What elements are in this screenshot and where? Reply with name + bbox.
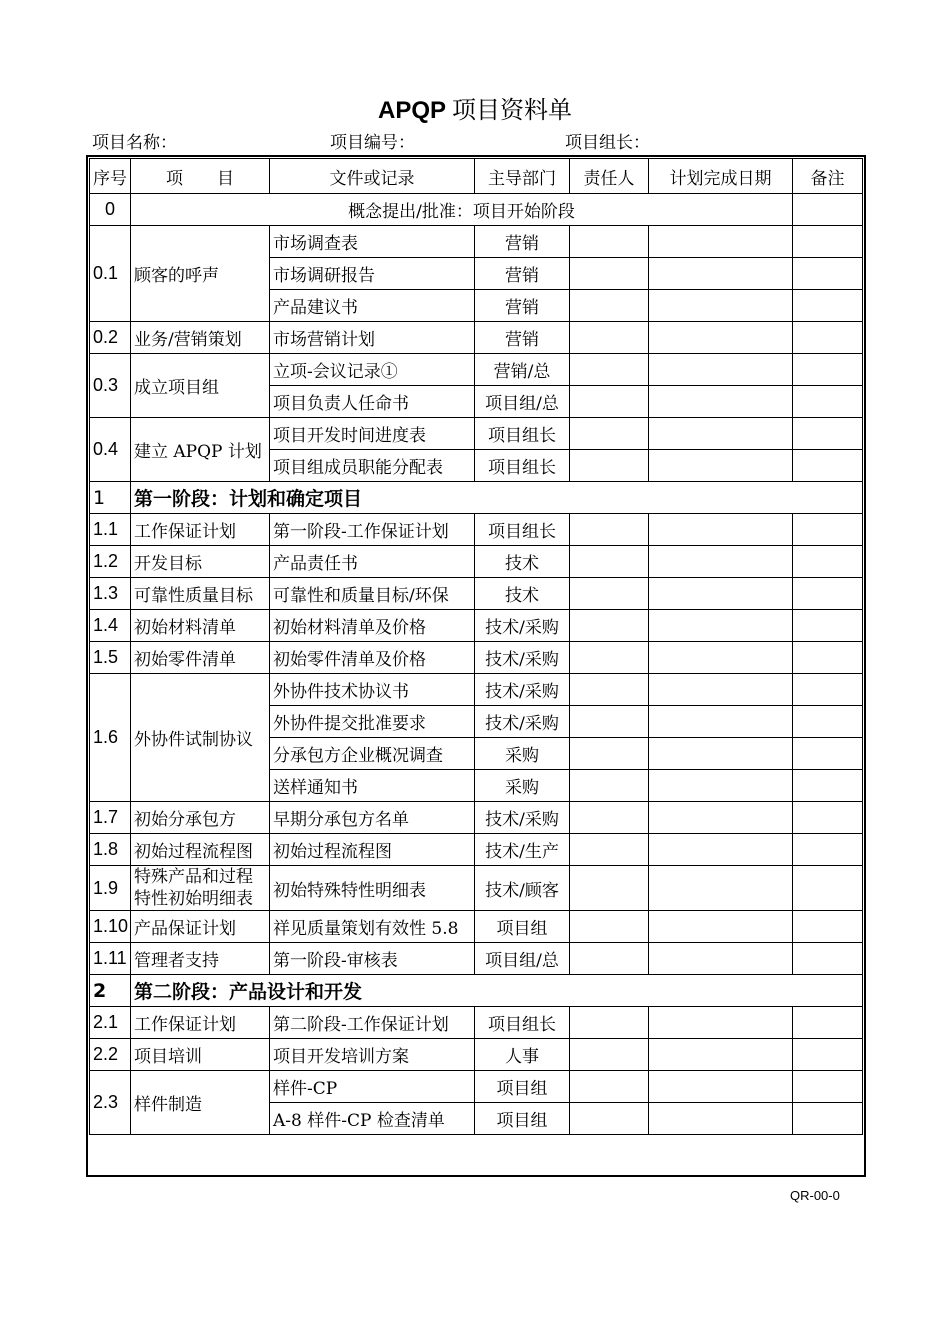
header-row (90, 159, 863, 194)
document-cell: 初始零件清单及价格 (270, 642, 475, 674)
header-cell: 文件或记录 (270, 159, 475, 194)
phase-title: 第一阶段：计划和确定项目 (131, 482, 863, 514)
document-cell: 第一阶段-审核表 (270, 943, 475, 975)
due-date-cell (649, 706, 793, 738)
department-cell: 技术/采购 (475, 706, 570, 738)
project-number-label: 项目编号： (330, 133, 415, 153)
item-name: 顾客的呼声 (131, 226, 270, 322)
document-cell: 市场调查表 (270, 226, 475, 258)
table-row (90, 674, 863, 706)
item-name: 产品保证计划 (131, 911, 270, 943)
remark-cell (793, 418, 863, 450)
item-name: 建立 APQP 计划 (131, 418, 270, 482)
owner-cell (570, 322, 649, 354)
remark-cell (793, 866, 863, 911)
department-cell: 采购 (475, 770, 570, 802)
remark-cell (793, 770, 863, 802)
owner-cell (570, 866, 649, 911)
due-date-cell (649, 1039, 793, 1071)
item-name: 初始材料清单 (131, 610, 270, 642)
due-date-cell (649, 738, 793, 770)
remark-cell (793, 911, 863, 943)
owner-cell (570, 386, 649, 418)
due-date-cell (649, 1071, 793, 1103)
owner-cell (570, 546, 649, 578)
document-cell: 产品建议书 (270, 290, 475, 322)
due-date-cell (649, 258, 793, 290)
owner-cell (570, 770, 649, 802)
item-name: 样件制造 (131, 1071, 270, 1135)
due-date-cell (649, 642, 793, 674)
due-date-cell (649, 610, 793, 642)
remark-cell (793, 1039, 863, 1071)
department-cell: 营销 (475, 226, 570, 258)
document-cell: 项目组成员职能分配表 (270, 450, 475, 482)
table-row (90, 322, 863, 354)
remark-cell (793, 226, 863, 258)
department-cell: 项目组长 (475, 514, 570, 546)
due-date-cell (649, 514, 793, 546)
department-cell: 营销/总 (475, 354, 570, 386)
department-cell: 项目组长 (475, 450, 570, 482)
phase-title: 概念提出/批准：项目开始阶段 (131, 194, 793, 226)
document-cell: 第二阶段-工作保证计划 (270, 1007, 475, 1039)
document-cell: 市场营销计划 (270, 322, 475, 354)
department-cell: 项目组/总 (475, 943, 570, 975)
item-number: 0.3 (90, 354, 131, 418)
item-number: 1.3 (90, 578, 131, 610)
group-list (90, 226, 863, 482)
department-cell: 人事 (475, 1039, 570, 1071)
remark-cell (793, 514, 863, 546)
table-row (90, 354, 863, 386)
phase-row (90, 975, 863, 1007)
due-date-cell (649, 354, 793, 386)
item-number: 2.1 (90, 1007, 131, 1039)
owner-cell (570, 674, 649, 706)
remark-cell (793, 610, 863, 642)
department-cell: 项目组 (475, 1071, 570, 1103)
item-name: 工作保证计划 (131, 1007, 270, 1039)
item-name: 特殊产品和过程特性初始明细表 (131, 866, 270, 911)
owner-cell (570, 258, 649, 290)
document-cell: 祥见质量策划有效性 5.8 (270, 911, 475, 943)
remark-cell (793, 738, 863, 770)
owner-cell (570, 738, 649, 770)
item-name: 初始零件清单 (131, 642, 270, 674)
owner-cell (570, 1007, 649, 1039)
owner-cell (570, 514, 649, 546)
item-name: 初始分承包方 (131, 802, 270, 834)
item-name: 业务/营销策划 (131, 322, 270, 354)
due-date-cell (649, 802, 793, 834)
remark-cell (793, 834, 863, 866)
owner-cell (570, 802, 649, 834)
table-row (90, 514, 863, 546)
owner-cell (570, 450, 649, 482)
remark-cell (793, 706, 863, 738)
owner-cell (570, 290, 649, 322)
due-date-cell (649, 770, 793, 802)
department-cell: 项目组/总 (475, 386, 570, 418)
document-cell: 项目开发培训方案 (270, 1039, 475, 1071)
header-cell: 主导部门 (475, 159, 570, 194)
remark-cell (793, 943, 863, 975)
item-number: 1.5 (90, 642, 131, 674)
table-row (90, 1039, 863, 1071)
document-cell: 市场调研报告 (270, 258, 475, 290)
owner-cell (570, 642, 649, 674)
owner-cell (570, 706, 649, 738)
document-cell: 第一阶段-工作保证计划 (270, 514, 475, 546)
department-cell: 技术 (475, 578, 570, 610)
remark-cell (793, 1007, 863, 1039)
phase-title: 第二阶段：产品设计和开发 (131, 975, 863, 1007)
remark-cell (793, 354, 863, 386)
due-date-cell (649, 943, 793, 975)
owner-cell (570, 1071, 649, 1103)
due-date-cell (649, 226, 793, 258)
owner-cell (570, 354, 649, 386)
due-date-cell (649, 578, 793, 610)
owner-cell (570, 418, 649, 450)
item-number: 0.2 (90, 322, 131, 354)
header-cell: 计划完成日期 (649, 159, 793, 194)
department-cell: 技术/采购 (475, 802, 570, 834)
page-title (0, 90, 950, 125)
item-number: 1.2 (90, 546, 131, 578)
document-cell: 分承包方企业概况调查 (270, 738, 475, 770)
item-name: 可靠性质量目标 (131, 578, 270, 610)
document-cell: 初始过程流程图 (270, 834, 475, 866)
department-cell: 项目组长 (475, 418, 570, 450)
department-cell: 技术/生产 (475, 834, 570, 866)
item-number: 2.2 (90, 1039, 131, 1071)
department-cell: 技术/采购 (475, 610, 570, 642)
title-latin: APQP (377, 97, 446, 124)
item-number: 0.1 (90, 226, 131, 322)
item-name: 项目培训 (131, 1039, 270, 1071)
remark-cell (793, 642, 863, 674)
document-cell: 样件-CP (270, 1071, 475, 1103)
remark-cell (793, 578, 863, 610)
owner-cell (570, 1103, 649, 1135)
header-cell: 序号 (90, 159, 131, 194)
remark-cell (793, 290, 863, 322)
department-cell: 项目组 (475, 911, 570, 943)
remark-cell (793, 1071, 863, 1103)
table-row (90, 642, 863, 674)
owner-cell (570, 943, 649, 975)
department-cell: 技术/采购 (475, 674, 570, 706)
item-name: 工作保证计划 (131, 514, 270, 546)
phase-row (90, 482, 863, 514)
due-date-cell (649, 546, 793, 578)
due-date-cell (649, 1007, 793, 1039)
table-row (90, 834, 863, 866)
item-name: 管理者支持 (131, 943, 270, 975)
due-date-cell (649, 322, 793, 354)
due-date-cell (649, 450, 793, 482)
owner-cell (570, 1039, 649, 1071)
remark-cell (793, 546, 863, 578)
due-date-cell (649, 386, 793, 418)
owner-cell (570, 226, 649, 258)
item-number: 1.10 (90, 911, 131, 943)
form-code: QR-00-0 (790, 1188, 840, 1203)
table-row (90, 911, 863, 943)
department-cell: 营销 (475, 322, 570, 354)
remark-cell (793, 386, 863, 418)
table-row (90, 1007, 863, 1039)
document-cell: 外协件技术协议书 (270, 674, 475, 706)
department-cell: 项目组长 (475, 1007, 570, 1039)
phase-row (90, 194, 863, 226)
remark-cell (793, 802, 863, 834)
item-name: 成立项目组 (131, 354, 270, 418)
due-date-cell (649, 834, 793, 866)
owner-cell (570, 578, 649, 610)
item-number: 1.9 (90, 866, 131, 911)
department-cell: 技术 (475, 546, 570, 578)
remark-cell (793, 258, 863, 290)
item-number: 1.1 (90, 514, 131, 546)
document-cell: 立项-会议记录① (270, 354, 475, 386)
department-cell: 项目组 (475, 1103, 570, 1135)
due-date-cell (649, 290, 793, 322)
table-row (90, 546, 863, 578)
item-name: 开发目标 (131, 546, 270, 578)
item-name: 初始过程流程图 (131, 834, 270, 866)
project-name-label: 项目名称： (92, 133, 177, 153)
header-cell: 项 目 (131, 159, 270, 194)
header-cell: 备注 (793, 159, 863, 194)
table-row (90, 866, 863, 911)
due-date-cell (649, 1103, 793, 1135)
remark-cell (793, 1103, 863, 1135)
item-number: 0.4 (90, 418, 131, 482)
item-number: 1.7 (90, 802, 131, 834)
table-row (90, 610, 863, 642)
remark-cell (793, 322, 863, 354)
phase-number: 2 (90, 975, 131, 1007)
document-cell: 初始特殊特性明细表 (270, 866, 475, 911)
department-cell: 营销 (475, 290, 570, 322)
owner-cell (570, 911, 649, 943)
item-number: 1.8 (90, 834, 131, 866)
due-date-cell (649, 866, 793, 911)
due-date-cell (649, 674, 793, 706)
apqp-table (89, 158, 863, 1135)
document-cell: A-8 样件-CP 检查清单 (270, 1103, 475, 1135)
remark-cell (793, 194, 863, 226)
group-list (90, 514, 863, 975)
phase-number: 0 (90, 194, 131, 226)
remark-cell (793, 450, 863, 482)
table-row (90, 1071, 863, 1103)
department-cell: 采购 (475, 738, 570, 770)
department-cell: 营销 (475, 258, 570, 290)
department-cell: 技术/采购 (475, 642, 570, 674)
item-number: 1.4 (90, 610, 131, 642)
item-number: 1.6 (90, 674, 131, 802)
table-row (90, 802, 863, 834)
document-cell: 送样通知书 (270, 770, 475, 802)
project-leader-label: 项目组长： (565, 133, 650, 153)
document-cell: 外协件提交批准要求 (270, 706, 475, 738)
due-date-cell (649, 418, 793, 450)
owner-cell (570, 834, 649, 866)
item-number: 1.11 (90, 943, 131, 975)
item-name: 外协件试制协议 (131, 674, 270, 802)
document-cell: 初始材料清单及价格 (270, 610, 475, 642)
department-cell: 技术/顾客 (475, 866, 570, 911)
owner-cell (570, 610, 649, 642)
document-cell: 项目开发时间进度表 (270, 418, 475, 450)
table-row (90, 418, 863, 450)
table-row (90, 578, 863, 610)
document-cell: 早期分承包方名单 (270, 802, 475, 834)
title-cn: 项目资料单 (452, 96, 572, 124)
phase-number: 1 (90, 482, 131, 514)
table-row (90, 943, 863, 975)
item-number: 2.3 (90, 1071, 131, 1135)
due-date-cell (649, 911, 793, 943)
document-cell: 产品责任书 (270, 546, 475, 578)
document-cell: 项目负责人任命书 (270, 386, 475, 418)
header-cell: 责任人 (570, 159, 649, 194)
group-list (90, 1007, 863, 1135)
document-cell: 可靠性和质量目标/环保 (270, 578, 475, 610)
remark-cell (793, 674, 863, 706)
table-row (90, 226, 863, 258)
